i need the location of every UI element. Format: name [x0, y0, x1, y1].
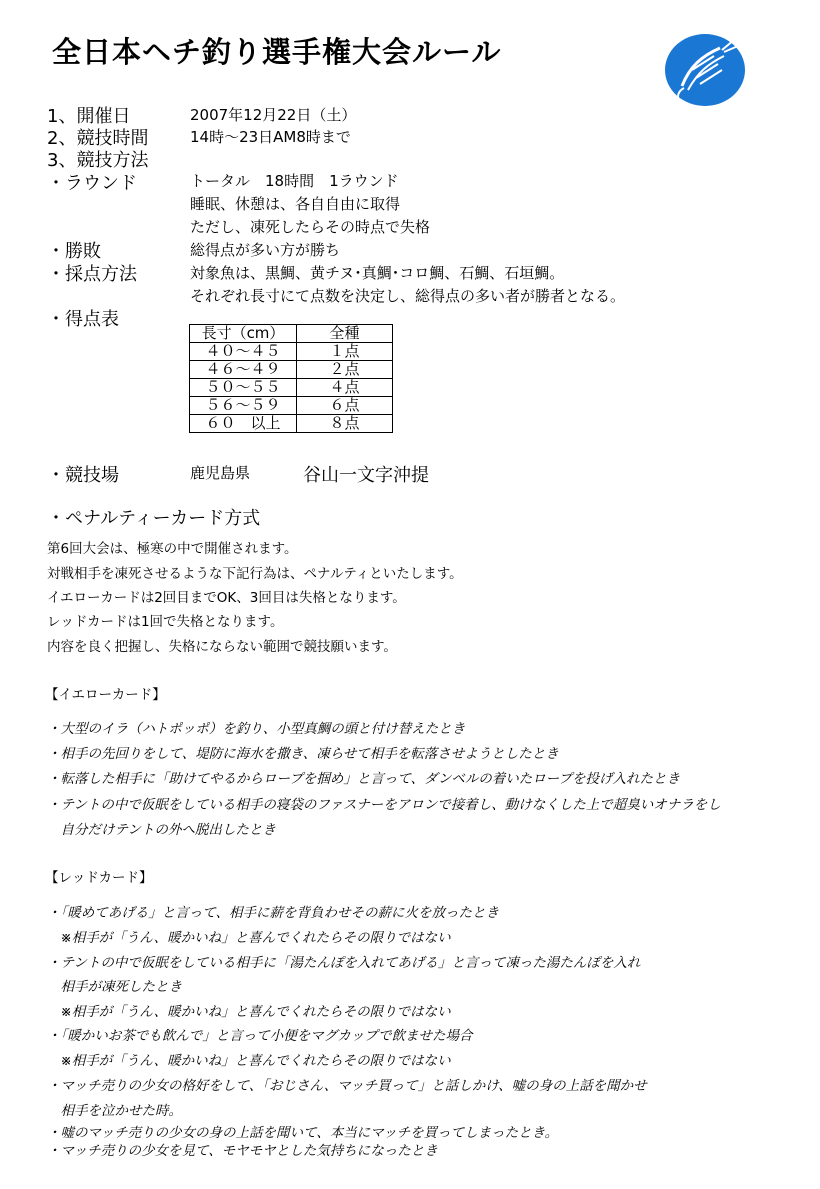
date-value: 2007年12月22日（土） [190, 106, 357, 124]
red-card-item: ・「暖かいお茶でも飲んで」と言って小便をマグカップで飲ませた場合 [47, 1028, 473, 1044]
score-table-label: ・得点表 [47, 309, 119, 330]
page-title: 全日本ヘチ釣り選手権大会ルール [52, 35, 502, 69]
penalty-label: ・ペナルティーカード方式 [47, 508, 261, 529]
table-row [190, 397, 393, 415]
red-card-item: 相手を泣かせた時。 [47, 1103, 182, 1119]
table-cell: ５６～５９ [190, 397, 297, 415]
red-card-heading: 【レッドカード】 [45, 870, 153, 886]
table-cell: ５０～５５ [190, 379, 297, 397]
yellow-card-item: ・大型のイラ（ハトポッポ）を釣り、小型真鯛の頭と付け替えたとき [47, 721, 466, 737]
table-header-row [190, 325, 393, 343]
yellow-card-item: ・転落した相手に「助けてやるからロープを掴め」と言って、ダンベルの着いたロープを投げ入れたとき [47, 771, 681, 787]
round-label: ・ラウンド [47, 173, 137, 194]
table-cell: ２点 [297, 361, 393, 379]
penalty-line: 対戦相手を凍死させるような下記行為は、ペナルティといたします。 [47, 566, 463, 582]
red-card-item: ※相手が「うん、暖かいね」と喜んでくれたらその限りではない [47, 1053, 451, 1069]
penalty-line: 第6回大会は、極寒の中で開催されます。 [47, 541, 298, 557]
score-table [189, 324, 393, 433]
red-card-item: ・マッチ売りの少女の格好をして、「おじさん、マッチ買って」と話しかけ、嘘の身の上話を聞かせ [47, 1078, 647, 1094]
red-card-item: ・テントの中で仮眠をしている相手に「湯たんぽを入れてあげる」と言って凍った湯たんぽを入れ [47, 955, 641, 971]
scoring-line: 対象魚は、黒鯛、黄チヌ･真鯛･コロ鯛、石鯛、石垣鯛。 [190, 264, 565, 282]
penalty-line: 内容を良く把握し、失格にならない範囲で競技願います。 [47, 639, 397, 655]
table-header-cell: 全種 [297, 325, 393, 343]
table-cell: ８点 [297, 415, 393, 433]
table-cell: ６０ 以上 [190, 415, 297, 433]
time-value: 14時～23日AM8時まで [190, 128, 351, 146]
red-card-item: ・「暖めてあげる」と言って、相手に薪を背負わせその薪に火を放ったとき [47, 905, 499, 921]
victory-label: ・勝敗 [47, 241, 101, 262]
yellow-card-item: 自分だけテントの外へ脱出したとき [47, 822, 276, 838]
venue-label: ・競技場 [47, 465, 119, 486]
time-label: 2、競技時間 [47, 128, 149, 149]
table-row [190, 379, 393, 397]
yellow-card-item: ・相手の先回りをして、堤防に海水を撒き、凍らせて相手を転落させようとしたとき [47, 746, 559, 762]
round-line: ただし、凍死したらその時点で失格 [190, 218, 431, 236]
table-header-cell: 長寸（cm） [190, 325, 297, 343]
round-line: トータル 18時間 1ラウンド [190, 172, 399, 190]
date-label: 1、開催日 [47, 106, 131, 127]
penalty-line: レッドカードは1回で失格となります。 [47, 614, 284, 630]
scoring-label: ・採点方法 [47, 264, 137, 285]
venue-place: 谷山一文字沖提 [303, 465, 429, 486]
yellow-card-heading: 【イエローカード】 [45, 687, 166, 703]
method-label: 3、競技方法 [47, 150, 149, 171]
victory-value: 総得点が多い方が勝ち [190, 241, 341, 259]
table-row [190, 361, 393, 379]
table-cell: １点 [297, 343, 393, 361]
round-line: 睡眠、休憩は、各自自由に取得 [190, 195, 401, 213]
penalty-line: イエローカードは2回目までOK、3回目は失格となります。 [47, 590, 406, 606]
table-row [190, 343, 393, 361]
red-card-item: 相手が凍死したとき [47, 979, 182, 995]
red-card-item: ※相手が「うん、暖かいね」と喜んでくれたらその限りではない [47, 930, 451, 946]
table-cell: ６点 [297, 397, 393, 415]
scoring-line: それぞれ長寸にて点数を決定し、総得点の多い者が勝者となる。 [190, 287, 626, 305]
table-cell: ４点 [297, 379, 393, 397]
yellow-card-item: ・テントの中で仮眠をしている相手の寝袋のファスナーをアロンで接着し、動けなくした上で超臭いオナラをし [47, 797, 721, 813]
red-card-item: ・マッチ売りの少女を見て、モヤモヤとした気持ちになったとき [47, 1143, 438, 1159]
table-row [190, 415, 393, 433]
red-card-item: ※相手が「うん、暖かいね」と喜んでくれたらその限りではない [47, 1004, 451, 1020]
table-cell: ４０～４５ [190, 343, 297, 361]
table-cell: ４６～４９ [190, 361, 297, 379]
fishing-lure-icon [662, 26, 748, 112]
red-card-item: ・嘘のマッチ売りの少女の身の上話を聞いて、本当にマッチを買ってしまったとき。 [47, 1125, 559, 1141]
venue-pref: 鹿児島県 [190, 464, 251, 482]
